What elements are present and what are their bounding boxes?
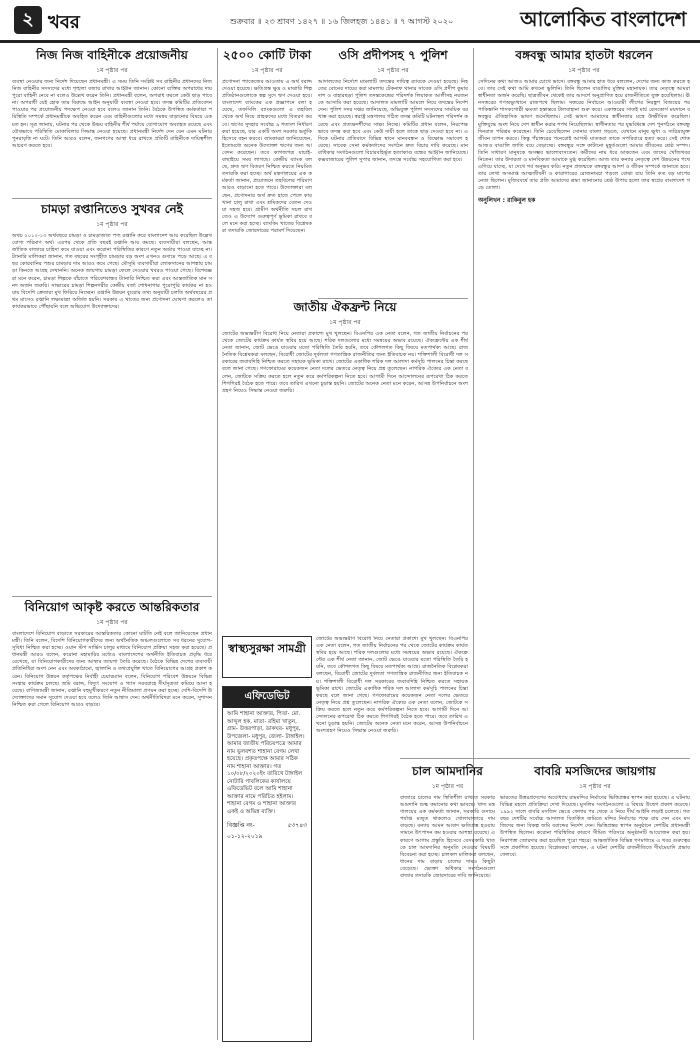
article-nij-bahini xyxy=(12,48,212,194)
continued-label: ১ম পৃষ্ঠার পর xyxy=(329,319,361,326)
ad-code: ৫৩৭৪৩ xyxy=(287,822,307,829)
divider xyxy=(318,298,468,299)
ad-title: স্বাস্থ্যসুরক্ষা সামগ্রী xyxy=(228,642,306,655)
headline: বাবরি মসজিদের জায়গায় xyxy=(534,764,656,778)
continued-label: ১ম পৃষ্ঠার পর xyxy=(377,67,409,74)
continued-label: ১ম পৃষ্ঠার পর xyxy=(96,619,128,626)
article-jatiya xyxy=(222,300,468,630)
continued-label: ১ম পৃষ্ঠার পর xyxy=(431,783,464,790)
article-body: আদালতের নির্দেশে মামলাটি তদন্তের দায়িত্ব র‍্যাবকে দেওয়া হয়েছে। নিহতের বোনের দায়ের করা মামলায় টেকনাফ থানার সাবেক ওসি প্রদীপ কুমার দাশ ও বাহারছড়া পুলিশ তদন্তকেন্দ্রের পরিদর্শক লিয়াকত আলীসহ নয়জনকে আসামি করা হয়েছে। আদালত মামলাটি আমলে নিয়ে তদন্তের নির্দেশ দেন। পুলিশ সদর দপ্তর জানিয়েছে, অভিযুক্ত পুলিশ সদস্যদের সাময়িক বরখাস্ত করা হয়েছে। স্বরাষ্ট্র মন্ত্রণালয় গঠিত তদন্ত কমিটি ঘটনাস্থল পরিদর্শন করেছে এবং প্রত্যক্ষদর্শীদের সাক্ষ্য নিচ্ছে। কমিটির প্রধান বলেন, নিরপেক্ষভাবে তদন্ত করা হবে এবং কেউ দায়ী হলে তাকে ছাড় দেওয়া হবে না। এদিকে ঘটনার প্রতিবাদে বিভিন্ন স্থানে মানববন্ধন ও বিক্ষোভ সমাবেশ হয়েছে। সাবেক সেনা কর্মকর্তাদের সংগঠন দ্রুত বিচার দাবি করেছে। মানবাধিকার সংগঠনগুলো বিচারবহির্ভূত হত্যাকাণ্ড বন্ধের আহ্বান জানিয়েছে। কক্সবাজারের পুলিশ সুপার জানান, তদন্তে সর্বোচ্চ সহযোগিতা করা হবে। xyxy=(318,79,468,164)
article-body: সেদিনের কথা আজও আমার চোখে ভাসে। বঙ্গবন্ধু আমার হাত ধরে বললেন, দেশের জন্য কাজ করতে হবে। তার সেই কথা আমি কখনো ভুলিনি। তিনি ছিলেন বাঙালির মুক্তির মহানায়ক। তার নেতৃত্বে আমরা স্বাধীনতা অর্জন করেছি। ছাত্রজীবন থেকেই তার আদর্শে অনুপ্রাণিত হয়ে রাজনীতিতে যুক্ত হয়েছিলাম। ঊনসত্তরের গণঅভ্যুত্থানে রাজপথে ছিলাম। সত্তরের নির্বাচনে আওয়ামী লীগের নিরঙ্কুশ বিজয়ের পর পাকিস্তানি শাসকগোষ্ঠী ক্ষমতা হস্তান্তরে টালবাহানা শুরু করে। একাত্তরের সাতই মার্চ রেসকোর্স ময়দানে বঙ্গবন্ধুর ঐতিহাসিক ভাষণ শুনেছিলাম। সেই ভাষণ আমাদের স্বাধীনতার মন্ত্রে উজ্জীবিত করেছিল। মুক্তিযুদ্ধে অংশ নিয়ে দেশ স্বাধীন করার শপথ নিয়েছিলাম। স্বাধীনতার পর যুদ্ধবিধ্বস্ত দেশ পুনর্গঠনে বঙ্গবন্ধু দিনরাত পরিশ্রম করেছেন। তিনি চেয়েছিলেন সোনার বাংলা গড়তে, যেখানে মানুষ ক্ষুধা ও দারিদ্র্যমুক্ত জীবন যাপন করবে। কিন্তু পঁচাত্তরের পনেরোই আগস্ট ঘাতকরা তাকে সপরিবারে হত্যা করে। সেই শোক আজও বাঙালি জাতি বয়ে বেড়াচ্ছে। বঙ্গবন্ধুর সঙ্গে কাটানো মুহূর্তগুলো আমার জীবনের শ্রেষ্ঠ সম্পদ। তিনি সাধারণ মানুষকে অসম্ভব ভালোবাসতেন। কর্মীদের নাম ধরে ডাকতেন এবং তাদের খোঁজখবর নিতেন। তার উদারতা ও মানবিকতা আমাকে মুগ্ধ করেছিল। আজ তার কন্যার নেতৃত্বে দেশ উন্নয়নের পথে এগিয়ে যাচ্ছে, যা দেখে গর্ব অনুভব করি। নতুন প্রজন্মকে বঙ্গবন্ধুর আদর্শ ও জীবন সম্পর্কে জানাতে হবে। তার লেখা অসমাপ্ত আত্মজীবনী ও কারাগারের রোজনামচা পড়লে বোঝা যায় তিনি কত বড় মাপের নেতা ছিলেন। মুজিববর্ষে তার প্রতি আমাদের শ্রদ্ধা জানানোর শ্রেষ্ঠ উপায় হলো তার স্বপ্নের বাংলাদেশ গড়ে তোলা। xyxy=(478,79,690,192)
continued-label: ১ম পৃষ্ঠার পর xyxy=(96,221,128,228)
article-body: প্রণোদনা প্যাকেজের আওতায় এ অর্থ বরাদ্দ দেওয়া হয়েছে। ক্ষতিগ্রস্ত ক্ষুদ্র ও মাঝারি শিল্প প্রতিষ্ঠানগুলোকে স্বল্প সুদে ঋণ দেওয়া হবে। বাংলাদেশ ব্যাংকের এক প্রজ্ঞাপনে বলা হয়েছে, তফসিলি ব্যাংকগুলো এ তহবিল থেকে অর্থ নিয়ে গ্রাহকদের মধ্যে বিতরণ করবে। ঋণের সুদহার সর্বোচ্চ ৯ শতাংশ নির্ধারণ করা হয়েছে, যার একটি অংশ সরকার ভর্তুকি হিসেবে বহন করবে। ব্যাংকাররা জানিয়েছেন, ইতোমধ্যে অনেক উদ্যোক্তা ঋণের জন্য আবেদন করেছেন। তবে কাগজপত্র যাচাই-বাছাইয়ে সময় লাগছে। কেন্দ্রীয় ব্যাংক বলছে, দ্রুত ঋণ বিতরণ নিশ্চিত করতে নিয়মিত তদারকি করা হচ্ছে। অর্থ মন্ত্রণালয়ের এক কর্মকর্তা জানান, প্রয়োজনে তহবিলের পরিমাণ আরও বাড়ানো হতে পারে। উদ্যোক্তারা বলছেন, প্রণোদনার অর্থ দ্রুত হাতে পেলে কারখানা চালু রাখা এবং শ্রমিকদের বেতন দেওয়া সহজ হবে। গ্রামীণ অর্থনীতি সচল রাখতেও এ উদ্যোগ গুরুত্বপূর্ণ ভূমিকা রাখবে বলে মনে করা হচ্ছে। ব্যাংকিং খাতের বিশ্লেষকরা তদারকি জোরদারের পরামর্শ দিয়েছেন। xyxy=(222,79,312,234)
continued-label: ১ম পৃষ্ঠার পর xyxy=(96,67,128,74)
divider xyxy=(12,596,212,597)
article-body: বাংলাদেশে বিনিয়োগ বাড়াতে সরকারের আন্তরিকতার কোনো ঘাটতি নেই বলে জানিয়েছেন প্রধানমন্ত্রী। তিনি বলেন, বিদেশি বিনিয়োগকারীদের জন্য অর্থনৈতিক অঞ্চলগুলোতে সব ধরনের সুযোগ-সুবিধা নিশ্চিত করা হচ্ছে। ওয়ান স্টপ সার্ভিস চালুর মাধ্যমে বিনিয়োগ প্রক্রিয়া সহজ করা হয়েছে। প্রধানমন্ত্রী আরও বলেন, করোনা মহামারির মধ্যেও বাংলাদেশের অর্থনীতি ইতিবাচক প্রবৃদ্ধি ধরে রেখেছে, যা বিনিয়োগকারীদের জন্য আস্থার জায়গা তৈরি করেছে। বৈঠকে বিভিন্ন দেশের ব্যবসায়ী প্রতিনিধিরা অংশ নেন এবং অবকাঠামো, জ্বালানি ও তথ্যপ্রযুক্তি খাতে বিনিয়োগের আগ্রহ প্রকাশ করেন। বিনিয়োগ উন্নয়ন কর্তৃপক্ষের নির্বাহী চেয়ারম্যান বলেন, বিনিয়োগ পরিবেশ উন্নয়নে বিভিন্ন সংস্কার কার্যক্রম চলছে। জমি বরাদ্দ, বিদ্যুৎ সংযোগ ও গ্যাস সরবরাহে দীর্ঘসূত্রতা কমিয়ে আনা হয়েছে। বাণিজ্যমন্ত্রী জানান, রপ্তানি বহুমুখীকরণে নতুন নীতিমালা প্রণয়ন করা হচ্ছে। দেশি-বিদেশি উদ্যোক্তাদের সমান সুযোগ দেওয়া হবে বলেও তিনি আশ্বাস দেন। অর্থনীতিবিদরা মনে করেন, সুশাসন নিশ্চিত করা গেলে বিনিয়োগ আরও বাড়বে। xyxy=(12,631,212,708)
headline: চামড়া রপ্তানিতেও সুখবর নেই xyxy=(41,202,183,216)
masthead xyxy=(0,0,700,43)
ad-ref: বিজ্ঞপ্তি নং- ০১-১২-২০১৯ xyxy=(227,822,263,840)
column-rule xyxy=(217,48,218,1040)
headline: বঙ্গবন্ধু আমার হাতটা ধরলেন xyxy=(515,48,653,62)
continued-label: ১ম পৃষ্ঠার পর xyxy=(251,67,283,74)
ad-sastho xyxy=(222,636,312,678)
ad-title: এফিডেভিট xyxy=(223,687,311,708)
continued-label: ১ম পৃষ্ঠার পর xyxy=(579,783,611,790)
article-chamra xyxy=(12,202,212,592)
article-body: ব্যবস্থা নেওয়ার জন্য নির্দেশ দিয়েছেন প্রধানমন্ত্রী। এ সময় তিনি সংশ্লিষ্ট সব বাহিনীর প্রধানদের নিজ নিজ বাহিনীর সদস্যদের মধ্যে শৃঙ্খলা বজায় রাখার আহ্বান জানান। কোনো ব্যক্তির অপরাধের দায় পুরো বাহিনী নেবে না বলেও উল্লেখ করেন তিনি। প্রধানমন্ত্রী বলেন, অপরাধ করলে কেউ ছাড় পাবে না। অপরাধী যেই হোক তার বিরুদ্ধে আইন অনুযায়ী ব্যবস্থা নেওয়া হবে। তদন্ত কমিটির প্রতিবেদন পাওয়ার পর প্রয়োজনীয় পদক্ষেপ নেওয়া হবে বলেও জানান তিনি। বৈঠকে উপস্থিত কর্মকর্তারা পরিস্থিতি সম্পর্কে প্রধানমন্ত্রীকে অবহিত করেন এবং বাহিনীগুলোর মধ্যে সমন্বয় বাড়ানোর বিষয়ে একমত হন। সূত্র জানায়, ঘটনার পর থেকে উভয় বাহিনীর শীর্ষ পর্যায়ে যোগাযোগ অব্যাহত রয়েছে এবং যৌথভাবে পরিস্থিতি মোকাবিলার সিদ্ধান্ত নেওয়া হয়েছে। প্রধানমন্ত্রী নির্দেশ দেন যেন এমন ঘটনার পুনরাবৃত্তি না ঘটে। তিনি আরও বলেন, জনগণের আস্থা ধরে রাখতে প্রতিটি বাহিনীকে দায়িত্বশীল আচরণ করতে হবে। xyxy=(12,79,212,149)
article-body: বাজারে চালের দাম স্থিতিশীল রাখতে সরকার আমদানি শুল্ক কমানোর কথা ভাবছে। খাদ্য মন্ত্রণালয়ের এক কর্মকর্তা জানান, সরকারি গুদামে পর্যাপ্ত মজুত থাকলেও খোলাবাজারে দাম বাড়ছে। বন্যায় আমন আবাদ ক্ষতিগ্রস্ত হওয়ায় সামনে উৎপাদন কম হওয়ার আশঙ্কা রয়েছে। এ কারণে আগাম প্রস্তুতি হিসেবে বেসরকারি খাতকে চাল আমদানির অনুমতি দেওয়ার বিষয়টি বিবেচনা করা হচ্ছে। চালকল মালিকরা বলছেন, ধানের দাম বাড়ায় চালের দামও কিছুটা বেড়েছে। ভোক্তা অধিকার সংগঠনগুলো বাজার তদারকি জোরদারের দাবি জানিয়েছে। xyxy=(400,795,495,880)
article-osi xyxy=(318,48,468,293)
article-biniyog xyxy=(12,600,212,1040)
dateline: শুক্রবার ॥ ২৩ শ্রাবণ ১৪২৭ ॥ ১৬ জিলহজ ১৪৪১ ॥ ৭ আগস্ট ২০২০ xyxy=(230,17,454,26)
article-chal xyxy=(400,764,495,1040)
divider xyxy=(400,758,690,759)
headline: চাল আমদানির xyxy=(412,764,483,778)
headline: ওসি প্রদীপসহ ৭ পুলিশ xyxy=(338,48,448,62)
article-body: অথচ ২০১২-১৩ অর্থবছরে চামড়া ও চামড়াজাত পণ্য রপ্তানি করে বাংলাদেশ আয় করেছিল উল্লেখযোগ্য পরিমাণ অর্থ। এরপর থেকে প্রতি বছরই রপ্তানি আয় কমছে। ব্যবসায়ীরা বলছেন, আন্তর্জাতিক বাজারে চাহিদা কমে যাওয়া এবং করোনা পরিস্থিতির কারণে নতুন অর্ডার পাওয়া যাচ্ছে না। ট্যানারি মালিকরা জানান, গত বছরের সংগৃহীত চামড়ার বড় অংশ এখনও গুদামে পড়ে আছে। এ বছর কোরবানির পশুর চামড়ার দাম আরও কমে গেছে। মৌসুমি ব্যবসায়ীরা লোকসানের আশঙ্কায় চামড়া কিনতে আগ্রহ দেখাননি। অনেক জায়গায় চামড়া ফেলে দেওয়ার খবরও পাওয়া গেছে। বিশেষজ্ঞরা মনে করেন, চামড়া শিল্পকে বাঁচাতে পরিবেশবান্ধব ট্যানারি নিশ্চিত করা এবং আন্তর্জাতিক মান সনদ অর্জন জরুরি। সাভারের চামড়া শিল্পনগরীর কেন্দ্রীয় বর্জ্য শোধনাগার পুরোপুরি কার্যকর না হওয়ায় বিদেশি ক্রেতারা মুখ ফিরিয়ে নিচ্ছেন। রপ্তানি উন্নয়ন ব্যুরোর তথ্য অনুযায়ী চলতি অর্থবছরের প্রথম মাসেও রপ্তানি লক্ষ্যমাত্রা অর্জিত হয়নি। সরকার এ খাতের জন্য প্রণোদনা ঘোষণা করলেও তা কার্যকরভাবে পৌঁছায়নি বলে অভিযোগ উদ্যোক্তাদের। xyxy=(12,233,212,310)
article-body: ভারতের উত্তরপ্রদেশের অযোধ্যায় রামমন্দির নির্মাণের ভিত্তিপ্রস্তর স্থাপন করা হয়েছে। এ ঘটনায় বিভিন্ন মহলে প্রতিক্রিয়া দেখা দিয়েছে। মুসলিম সংগঠনগুলো এ বিষয়ে উদ্বেগ প্রকাশ করেছে। ১৯৯২ সালে বাবরি মসজিদ ভেঙে ফেলার পর থেকে এ নিয়ে দীর্ঘ আইনি লড়াই চলেছে। গত বছর দেশটির সর্বোচ্চ আদালত বিতর্কিত জমিতে মন্দির নির্মাণের পক্ষে রায় দেন এবং মসজিদের জন্য বিকল্প জমি বরাদ্দের নির্দেশ দেন। ভিত্তিপ্রস্তর স্থাপন অনুষ্ঠানে দেশটির প্রধানমন্ত্রী উপস্থিত ছিলেন। করোনা পরিস্থিতির কারণে সীমিত পরিসরে অনুষ্ঠানটি আয়োজন করা হয়। নিরাপত্তা জোরদার করা হয়েছিল পুরো শহরে। আন্তর্জাতিক বিভিন্ন গণমাধ্যমে এ খবর গুরুত্বের সঙ্গে প্রকাশিত হয়েছে। বিশ্লেষকরা বলছেন, এ ঘটনা দেশটির রাজনীতিতে দীর্ঘমেয়াদি প্রভাব ফেলবে। xyxy=(500,795,690,858)
article-babri xyxy=(500,764,690,1040)
ad-footer xyxy=(223,819,311,843)
headline: জাতীয় ঐকফ্রন্ট নিয়ে xyxy=(293,300,397,314)
page-number: ২ xyxy=(14,6,42,34)
article-body: জোটের অভ্যন্তরীণ বিরোধ নিয়ে নেতারা প্রকাশ্যে মুখ খুলছেন। বিএনপির এক নেতা বলেন, গত জাতীয় নির্বাচনের পর থেকে জোটের কার্যক্রম কার্যত স্থবির হয়ে আছে। শরিক দলগুলোর মধ্যে সমন্বয়ের অভাব রয়েছে। ঐক্যফ্রন্টের এক শীর্ষ নেতা জানান, জোট ভেঙে যাওয়ার মতো পরিস্থিতি তৈরি হয়নি, তবে কৌশলগত কিছু বিষয়ে মতপার্থক্য আছে। রাজনৈতিক বিশ্লেষকরা বলছেন, বিরোধী জোটের দুর্বলতা গণতান্ত্রিক রাজনীতির জন্য ইতিবাচক নয়। শক্তিশালী বিরোধী দল সরকারের জবাবদিহি নিশ্চিত করতে সহায়ক ভূমিকা রাখে। জোটের একাধিক শরিক দল আলাদা কর্মসূচি পালনের চিন্তা করছে বলে জানা গেছে। গণফোরামের কয়েকজন নেতা দলের ভেতরে নেতৃত্ব নিয়ে প্রশ্ন তুলেছেন। নাগরিক ঐক্যের এক নেতা বলেন, জোটকে সক্রিয় করতে হলে নতুন করে কর্মপরিকল্পনা নিতে হবে। আগামী দিনে আন্দোলনের রূপরেখা ঠিক করতে শিগগিরই বৈঠক হতে পারে। তবে তারিখ এখনো চূড়ান্ত হয়নি। জোটের অনেক নেতা মনে করেন, আসন্ন উপনির্বাচনে অংশগ্রহণ নিয়েও সিদ্ধান্ত নেওয়া জরুরি। xyxy=(222,331,468,394)
divider xyxy=(12,198,212,199)
ad-body: আমি শাহানা আক্তার, পিতা- মো. আব্দুল হক, মাতা- রহিমা খাতুন, গ্রাম- উত্তরপাড়া, ডাকঘর- মধুপুর, উপজেলা- মধুপুর, জেলা- টাঙ্গাইল। আমার জাতীয় পরিচয়পত্রে আমার নাম ভুলবশত শাহানা বেগম লেখা হয়েছে। প্রকৃতপক্ষে আমার সঠিক নাম শাহানা আক্তার। গত ১০/০৮/২০২০ইং তারিখে টাঙ্গাইল নোটারি পাবলিকের কার্যালয়ে এফিডেভিট বলে আমি শাহানা আক্তার নামে পরিচিত হইলাম। শাহানা বেগম ও শাহানা আক্তার একই ও অভিন্ন ব্যক্তি। xyxy=(227,711,305,815)
continued-label: ১ম পৃষ্ঠার পর xyxy=(568,67,600,74)
ad-affidavit xyxy=(222,686,312,1042)
section-title: খবর xyxy=(48,12,80,33)
headline: বিনিয়োগ আকৃষ্ট করতে আন্তরিকতার xyxy=(24,600,200,614)
article-bangabandhu xyxy=(478,48,690,753)
article-body: জোটের অভ্যন্তরীণ বিরোধ নিয়ে নেতারা প্রকাশ্যে মুখ খুলছেন। বিএনপির এক নেতা বলেন, গত জাতীয় নির্বাচনের পর থেকে জোটের কার্যক্রম কার্যত স্থবির হয়ে আছে। শরিক দলগুলোর মধ্যে সমন্বয়ের অভাব রয়েছে। ঐক্যফ্রন্টের এক শীর্ষ নেতা জানান, জোট ভেঙে যাওয়ার মতো পরিস্থিতি তৈরি হয়নি, তবে কৌশলগত কিছু বিষয়ে মতপার্থক্য আছে। রাজনৈতিক বিশ্লেষকরা বলছেন, বিরোধী জোটের দুর্বলতা গণতান্ত্রিক রাজনীতির জন্য ইতিবাচক নয়। শক্তিশালী বিরোধী দল সরকারের জবাবদিহি নিশ্চিত করতে সহায়ক ভূমিকা রাখে। জোটের একাধিক শরিক দল আলাদা কর্মসূচি পালনের চিন্তা করছে বলে জানা গেছে। গণফোরামের কয়েকজন নেতা দলের ভেতরে নেতৃত্ব নিয়ে প্রশ্ন তুলেছেন। নাগরিক ঐক্যের এক নেতা বলেন, জোটকে সক্রিয় করতে হলে নতুন করে কর্মপরিকল্পনা নিতে হবে। আগামী দিনে আন্দোলনের রূপরেখা ঠিক করতে শিগগিরই বৈঠক হতে পারে। তবে তারিখ এখনো চূড়ান্ত হয়নি। জোটের অনেক নেতা মনে করেন, আসন্ন উপনির্বাচনে অংশগ্রহণ নিয়েও সিদ্ধান্ত নেওয়া জরুরি। xyxy=(316,636,468,735)
headline: নিজ নিজ বাহিনীকে প্রয়োজনীয় xyxy=(36,48,188,62)
headline: ২৫০০ কোটি টাকা xyxy=(222,48,312,62)
byline: অনুলিখন : রাকিবুল হক xyxy=(478,196,536,204)
newspaper-logo: আলোকিত বাংলাদেশ xyxy=(520,7,686,31)
